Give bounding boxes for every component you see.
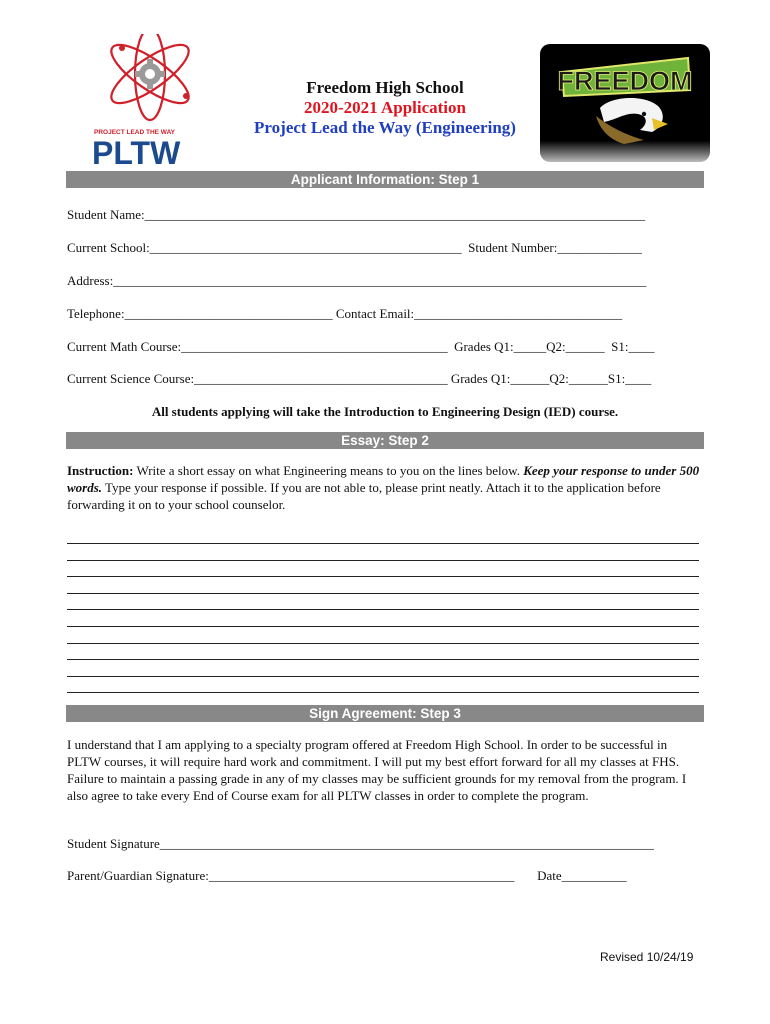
parent-signature-date-field[interactable]: Parent/Guardian Signature:_______________________________________________ Date__________ <box>67 868 627 883</box>
essay-line[interactable] <box>67 659 699 660</box>
section-bar-step-1: Applicant Information: Step 1 <box>66 171 704 188</box>
address-field[interactable]: Address:__________________________________________________________________________________ <box>67 273 647 288</box>
ied-course-note: All students applying will take the Introduction to Engineering Design (IED) course. <box>151 404 619 419</box>
essay-line[interactable] <box>67 692 699 693</box>
freedom-eagle-logo <box>540 44 710 162</box>
essay-line[interactable] <box>67 576 699 577</box>
section-bar-step-3: Sign Agreement: Step 3 <box>66 705 704 722</box>
essay-line[interactable] <box>67 543 699 544</box>
essay-line[interactable] <box>67 560 699 561</box>
essay-line[interactable] <box>67 593 699 594</box>
pltw-logo <box>92 34 208 166</box>
essay-line[interactable] <box>67 643 699 644</box>
instruction-label: Instruction: <box>67 463 134 478</box>
instruction-text: Write a short essay on what Engineering means to you on the lines below. <box>133 463 524 478</box>
student-signature-field[interactable]: Student Signature____________________________________________________________________________ <box>67 836 654 851</box>
agreement-text: I understand that I am applying to a specialty program offered at Freedom High School. In order to be successful in PLTW courses, it will require hard work and commitment. I will put my best effort forward for all my classes at FHS. Failure to maintain a passing grade in any of my classes may be sufficient grounds for my removal from the program. I also agree to take every End of Course exam for all PLTW classes in order to complete the program. <box>67 737 687 803</box>
instruction-emphasis: Keep your response to under 500 words. <box>67 463 700 495</box>
pltw-wordmark: PLTW <box>92 135 181 166</box>
revision-date: Revised 10/24/19 <box>600 950 694 964</box>
instruction-rest: Type your response if possible. If you are not able to, please print neatly. Attach it to the application before forwarding it on to your school counselor. <box>67 480 661 512</box>
essay-instructions <box>67 462 701 513</box>
freedom-wordmark: FREEDOM <box>557 66 693 96</box>
pltw-tagline: PROJECT LEAD THE WAY <box>94 129 176 136</box>
essay-line[interactable] <box>67 626 699 627</box>
science-course-field[interactable]: Current Science Course:_______________________________________ Grades Q1:______Q2:______S1:____ <box>67 371 652 386</box>
essay-line[interactable] <box>67 676 699 677</box>
essay-line[interactable] <box>67 609 699 610</box>
telephone-email-field[interactable]: Telephone:________________________________ Contact Email:________________________________ <box>67 306 623 321</box>
document-header <box>222 78 548 138</box>
section-bar-step-2: Essay: Step 2 <box>66 432 704 449</box>
application-year: 2020-2021 Application <box>304 98 466 117</box>
math-course-field[interactable]: Current Math Course:_________________________________________ Grades Q1:_____Q2:______ S1:____ <box>67 339 655 354</box>
program-name: Project Lead the Way (Engineering) <box>254 118 516 137</box>
student-name-field[interactable]: Student Name:_____________________________________________________________________________ <box>67 207 646 222</box>
school-name: Freedom High School <box>306 78 464 97</box>
current-school-field[interactable]: Current School:________________________________________________ Student Number:_____________ <box>67 240 642 255</box>
